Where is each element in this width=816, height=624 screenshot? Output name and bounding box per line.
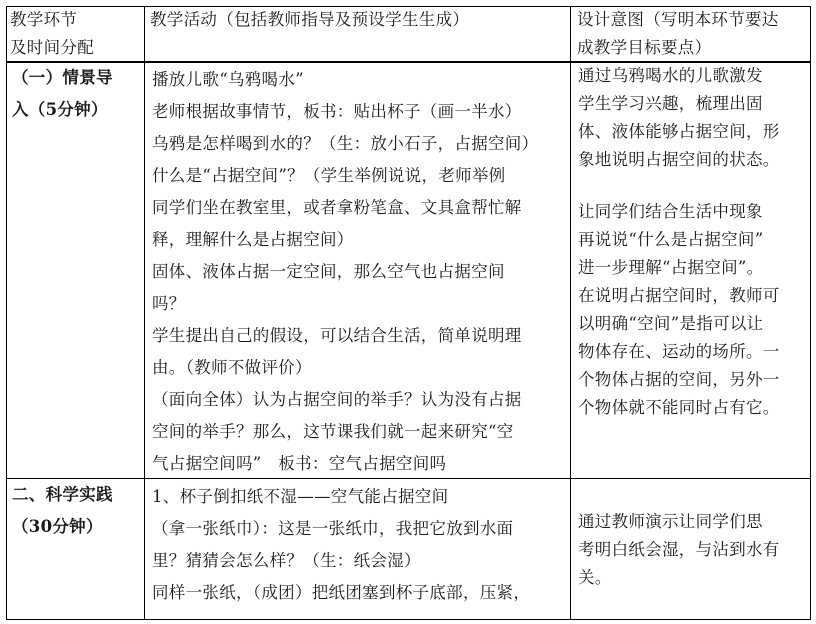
activity-line: 空间的举手？那么，这节课我们就一起来研究“空 [152,422,514,441]
intent-line: 学生学习兴趣，梳理出固 [578,94,763,113]
intent-line: 让同学们结合生活中现象 [578,202,763,221]
header-text: 及时间分配 [10,38,94,57]
header-text: 教学活动（包括教师指导及预设学生生成） [150,10,470,29]
activity-line: 老师根据故事情节，板书：贴出杯子（画一半水） [152,102,522,121]
activity-line: （拿一张纸巾）：这是一张纸巾，我把它放到水面 [152,519,514,538]
column-divider-1 [144,6,145,620]
intent-line: 在说明占据空间时，教师可 [578,286,780,305]
section1-stage [12,62,142,126]
intent-line: 个物体就不能同时占有它。 [578,398,780,417]
activity-line: 同样一张纸，（成团）把纸团塞到杯子底部，压紧， [152,583,531,602]
stage-text: （30分钟） [12,517,103,536]
activity-line: 什么是“占据空间”？（学生举例说说，老师举例 [152,166,506,185]
table-border-left [6,6,7,620]
activity-line: 固体、液体占据一定空间，那么空气也占据空间 [152,262,505,281]
intent-line: 通过教师演示让同学们思 [578,512,763,531]
activity-line: 乌鸦是怎样喝到水的？（生：放小石子，占据空间） [152,134,539,153]
stage-text: （一）情景导 [12,68,113,87]
intent-line: 关。 [578,568,612,587]
section1-activity [152,64,568,480]
header-text: 设计意图（写明本环节要达 [577,10,779,29]
activity-line: 气占据空间吗” 板书：空气占据空间吗 [152,454,447,473]
section2-stage [12,479,142,543]
column-divider-2 [570,6,571,620]
intent-line: 象地说明占据空间的状态。 [578,150,780,169]
activity-line: 学生提出自己的假设，可以结合生活，简单说明理 [152,326,522,345]
activity-line: （面向全体）认为占据空间的举手？认为没有占据 [152,390,522,409]
table-border-right [810,6,811,620]
section2-activity [152,481,568,609]
table-border-bottom [6,619,811,620]
header-intent [577,6,807,62]
activity-line: 里？猜猜会怎么样？（生：纸会湿） [152,551,421,570]
intent-line: 体、液体能够占据空间，形 [578,122,780,141]
activity-line: 1、杯子倒扣纸不湿——空气能占据空间 [152,487,449,506]
stage-text: 入（5分钟） [12,100,108,119]
header-activity [150,6,566,34]
header-text: 成教学目标要点） [577,38,712,57]
activity-line: 播放儿歌“乌鸦喝水” [152,70,304,89]
activity-line: 由。（教师不做评价） [152,358,312,377]
header-stage-time [10,6,142,62]
activity-line: 释，理解什么是占据空间） [152,230,354,249]
intent-line: 再说说“什么是占据空间” [578,230,764,249]
section1-intent-b [578,198,808,422]
intent-line: 以明确“空间”是指可以让 [578,314,764,333]
header-text: 教学环节 [10,10,78,29]
intent-line: 物体存在、运动的场所。一 [578,342,780,361]
section1-intent-a [578,62,808,174]
intent-line: 考明白纸会湿，与沾到水有 [578,540,780,559]
stage-text: 二、科学实践 [12,485,113,504]
intent-line: 通过乌鸦喝水的儿歌激发 [578,66,763,85]
activity-line: 同学们坐在教室里，或者拿粉笔盒、文具盒帮忙解 [152,198,522,217]
section2-intent [578,508,808,592]
activity-line: 吗？ [152,294,186,313]
intent-line: 个物体占据的空间，另外一 [578,370,780,389]
intent-line: 进一步理解“占据空间”。 [578,258,764,277]
